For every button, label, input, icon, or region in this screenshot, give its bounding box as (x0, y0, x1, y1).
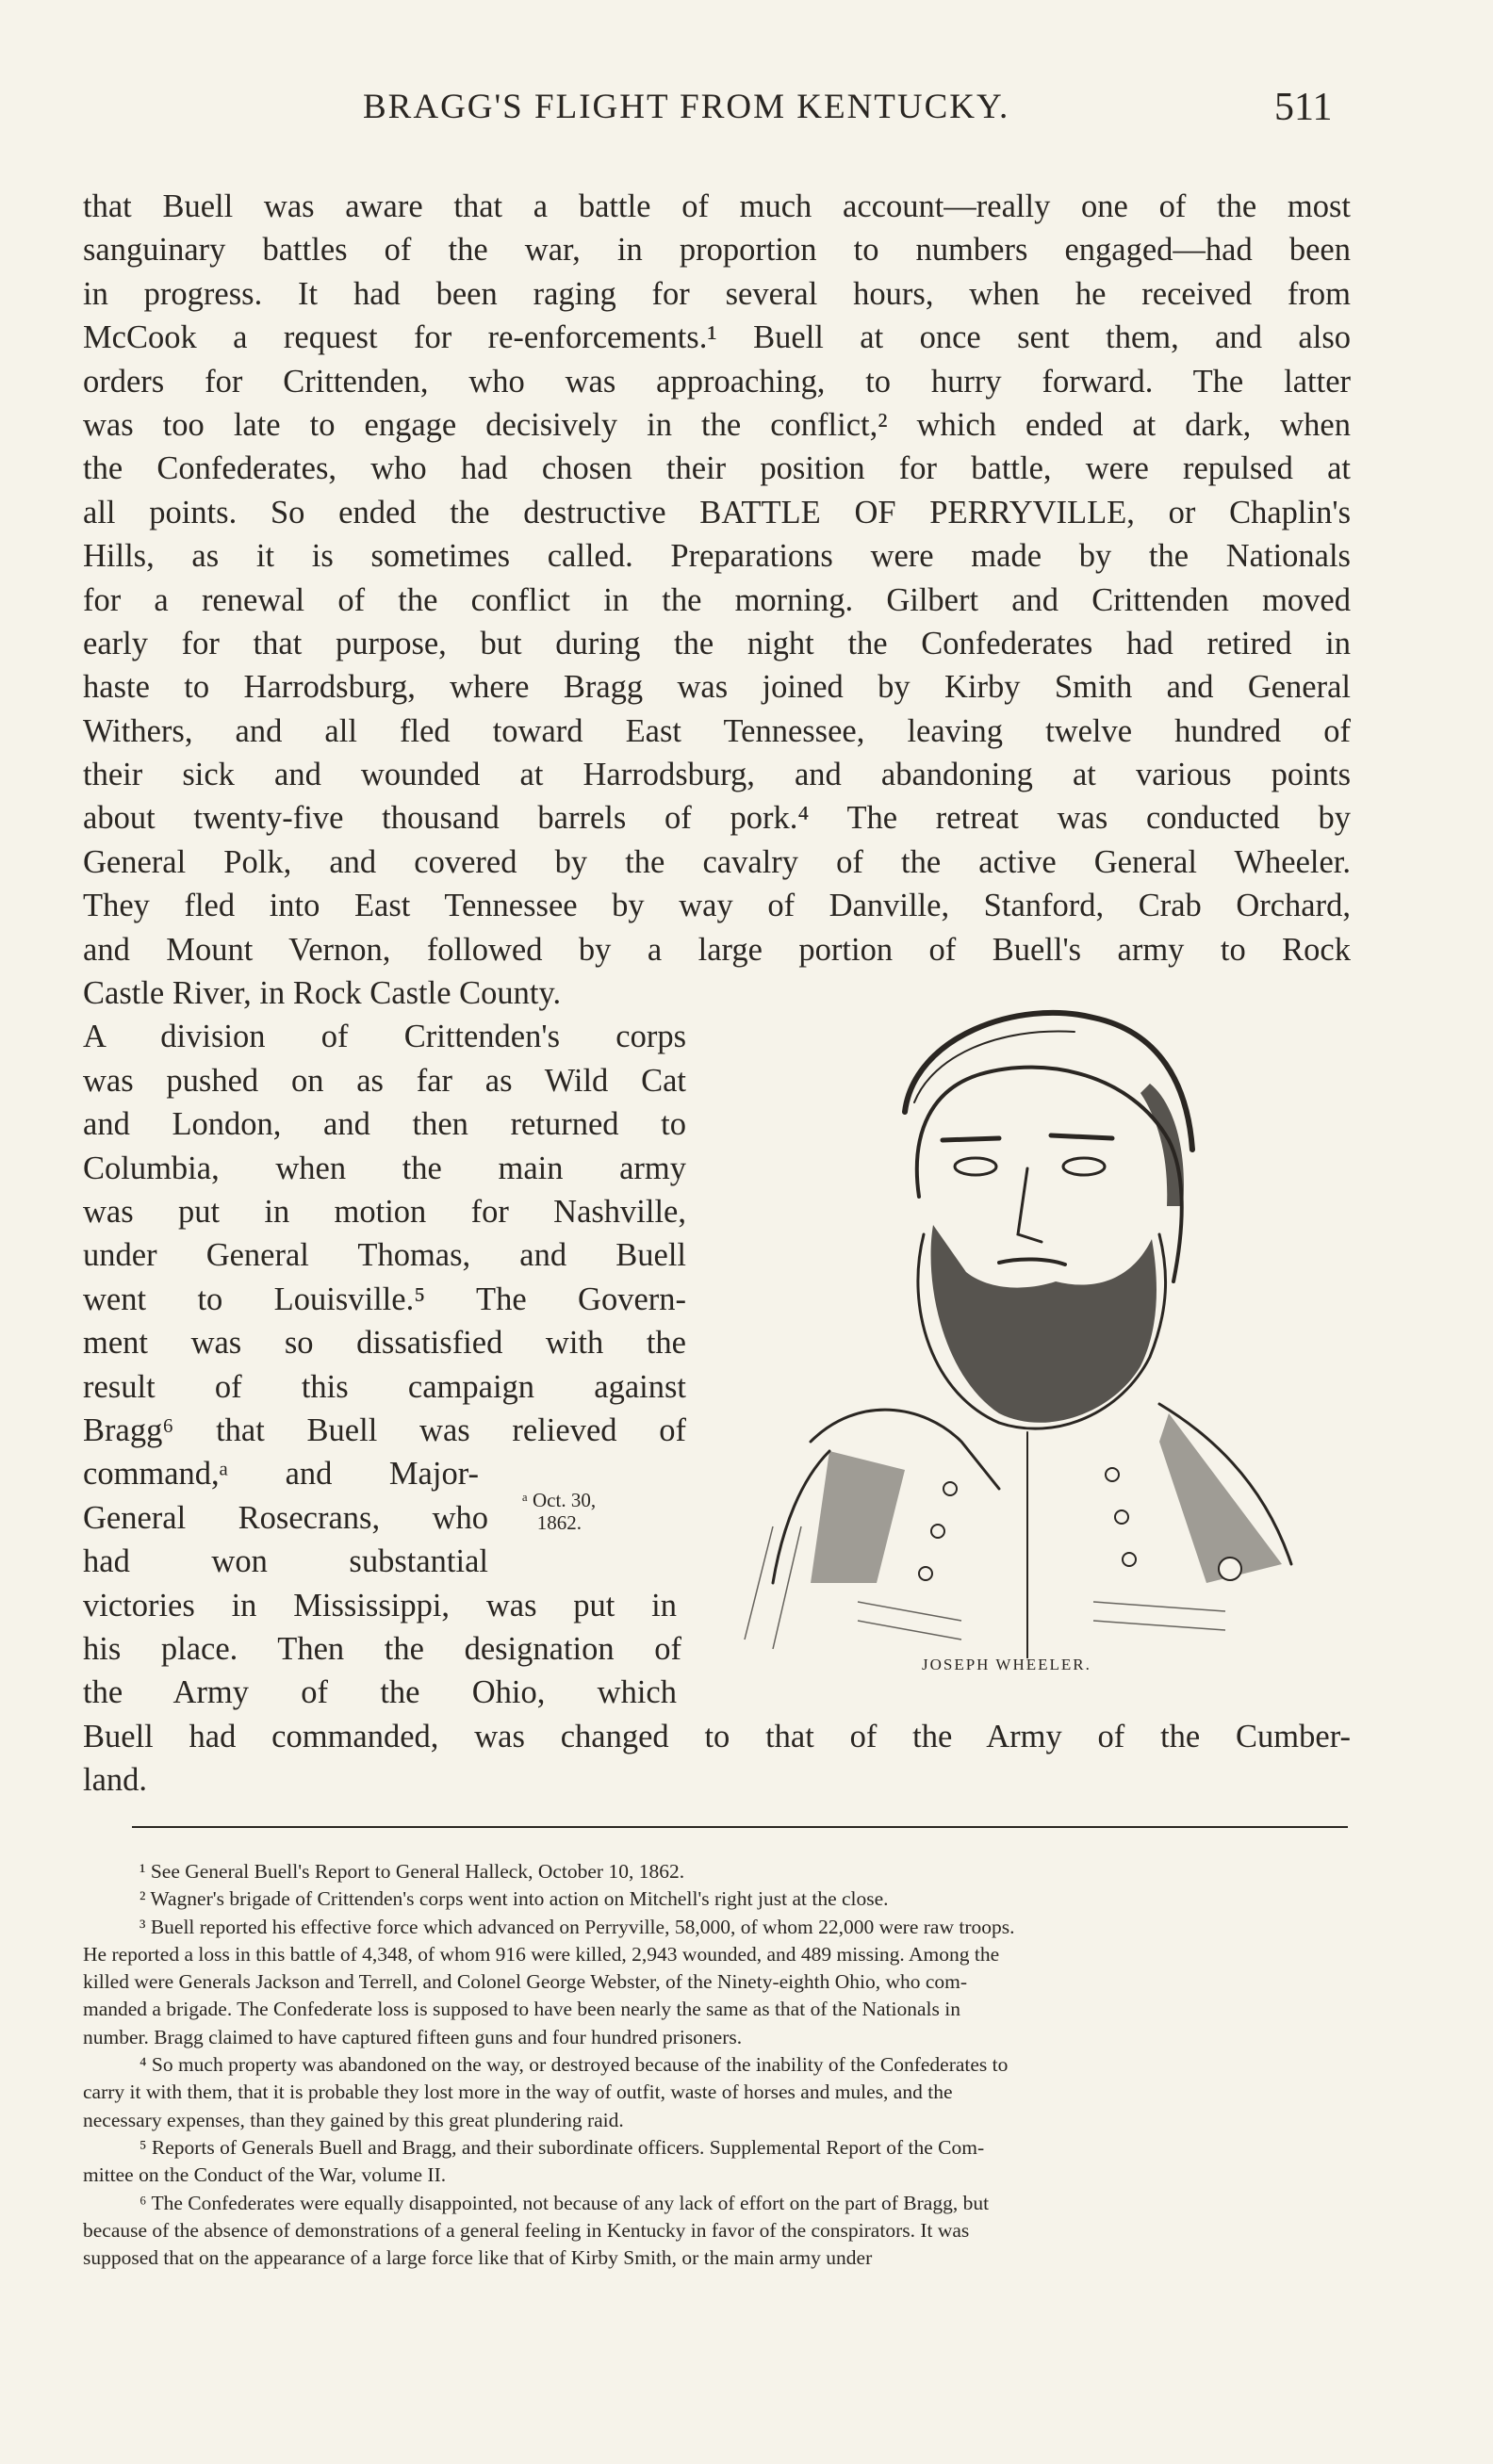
body-line: and London, and then returned to (83, 1106, 686, 1143)
body-line: Withers, and all fled toward East Tennessee, leaving twelve hundred of (83, 712, 1351, 749)
footnote-line: He reported a loss in this battle of 4,348, of whom 916 were killed, 2,943 wounded, and 489 missing. Among the (83, 1942, 1000, 1966)
body-line: their sick and wounded at Harrodsburg, and abandoning at various points (83, 757, 1351, 793)
footnote-line: killed were Generals Jackson and Terrell, and Colonel George Webster, of the Ninety-eighth Ohio, who com- (83, 1970, 968, 1994)
footnote-line: ² Wagner's brigade of Crittenden's corps went into action on Mitchell's right just at the close. (139, 1887, 889, 1911)
footnote-line: because of the absence of demonstrations of a general feeling in Kentucky in favor of the conspirators. It was (83, 2218, 970, 2242)
body-line: They fled into East Tennessee by way of Danville, Stanford, Crab Orchard, (83, 888, 1351, 924)
body-line: General Rosecrans, who (83, 1499, 488, 1536)
body-line: and Mount Vernon, followed by a large portion of Buell's army to Rock (83, 931, 1351, 968)
body-line: early for that purpose, but during the night the Confederates had retired in (83, 625, 1351, 661)
body-line: the Confederates, who had chosen their position for battle, were repulsed at (83, 450, 1351, 487)
body-line: went to Louisville.⁵ The Govern- (83, 1281, 686, 1317)
body-line: haste to Harrodsburg, where Bragg was joined by Kirby Smith and General (83, 669, 1351, 706)
footnote-line: ⁶ The Confederates were equally disappointed, not because of any lack of effort on the part of Bragg, but (139, 2191, 990, 2214)
body-line: Columbia, when the main army (83, 1150, 686, 1186)
body-line: A division of Crittenden's corps (83, 1019, 686, 1055)
body-line: under General Thomas, and Buell (83, 1237, 686, 1274)
footnote-divider (132, 1826, 1348, 1828)
footnote-line: necessary expenses, than they gained by this great plundering raid. (83, 2108, 624, 2131)
body-line: result of this campaign against (83, 1368, 686, 1405)
body-line: General Polk, and covered by the cavalry of the active General Wheeler. (83, 843, 1351, 880)
footnote-line: ³ Buell reported his effective force which advanced on Perryville, 58,000, of whom 22,000 were raw troops. (139, 1915, 1015, 1938)
footnote-line: ⁵ Reports of Generals Buell and Bragg, and their subordinate officers. Supplemental Report of the Com- (139, 2135, 985, 2159)
body-line: that Buell was aware that a battle of much account—really one of the most (83, 188, 1351, 224)
body-line: victories in Mississippi, was put in (83, 1587, 677, 1624)
body-line: McCook a request for re-enforcements.¹ Buell at once sent them, and also (83, 319, 1351, 356)
body-line: all points. So ended the destructive BATTLE OF PERRYVILLE, or Chaplin's (83, 494, 1351, 530)
body-line: his place. Then the designation of (83, 1630, 681, 1667)
running-title: BRAGG'S FLIGHT FROM KENTUCKY. (363, 88, 1010, 126)
body-line: Castle River, in Rock Castle County. (83, 975, 562, 1012)
body-line: ment was so dissatisfied with the (83, 1325, 686, 1362)
footnote-line: carry it with them, that it is probable they lost more in the way of outfit, waste of horses and mules, and the (83, 2081, 953, 2104)
body-line: was put in motion for Nashville, (83, 1193, 686, 1230)
body-line: land. (83, 1762, 148, 1799)
page-header (0, 87, 1493, 143)
marginal-date-note: ᵃ Oct. 30, 1862. (522, 1489, 597, 1534)
body-line: command,ᵃ and Major- (83, 1456, 479, 1493)
body-line: the Army of the Ohio, which (83, 1674, 677, 1711)
footnote-line: number. Bragg claimed to have captured fifteen guns and four hundred prisoners. (83, 2025, 743, 2048)
body-line: orders for Crittenden, who was approaching, to hurry forward. The latter (83, 363, 1351, 400)
footnote-line: mittee on the Conduct of the War, volume II. (83, 2163, 447, 2187)
body-line: Bragg⁶ that Buell was relieved of (83, 1411, 686, 1448)
body-line: Hills, as it is sometimes called. Preparations were made by the Nationals (83, 538, 1351, 575)
footnote-line: supposed that on the appearance of a large force like that of Kirby Smith, or the main army under (83, 2246, 873, 2270)
body-line: sanguinary battles of the war, in proportion to numbers engaged—had been (83, 232, 1351, 269)
footnote-line: ⁴ So much property was abandoned on the way, or destroyed because of the inability of the Confederates to (139, 2053, 1009, 2077)
body-line: Buell had commanded, was changed to that of the Army of the Cumber- (83, 1718, 1351, 1754)
page-number: 511 (1274, 86, 1333, 129)
body-line: had won substantial (83, 1543, 488, 1580)
body-line: for a renewal of the conflict in the morning. Gilbert and Crittenden moved (83, 581, 1351, 618)
footnotes (83, 1858, 1355, 2272)
footnote-line: ¹ See General Buell's Report to General Halleck, October 10, 1862. (139, 1860, 685, 1883)
body-line: was too late to engage decisively in the conflict,² which ended at dark, when (83, 406, 1351, 443)
portrait-caption: JOSEPH WHEELER. (922, 1656, 1091, 1673)
portrait-engraving (716, 999, 1315, 1658)
body-line: in progress. It had been raging for several hours, when he received from (83, 275, 1351, 312)
body-line: about twenty-five thousand barrels of pork.⁴ The retreat was conducted by (83, 800, 1351, 837)
body-line: was pushed on as far as Wild Cat (83, 1062, 686, 1099)
footnote-line: manded a brigade. The Confederate loss is supposed to have been nearly the same as that of the Nationals in (83, 1998, 960, 2021)
